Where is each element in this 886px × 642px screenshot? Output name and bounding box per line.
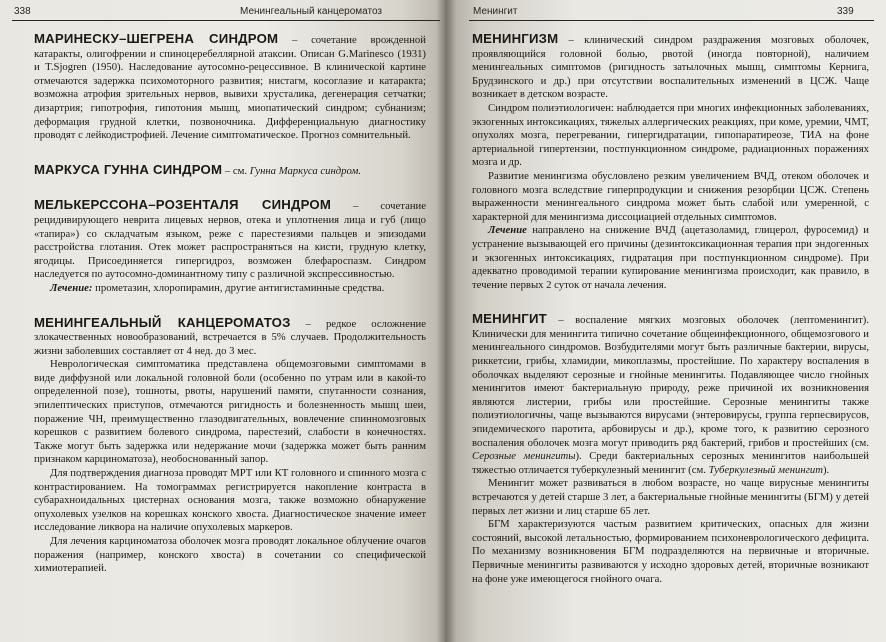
paragraph: Для подтверждения диагноза проводят МРТ или КТ головного и спинного мозга с контрастированием. На томограммах регистрируется накопление контраста в субарахноидальных цистернах основания мозга, также возможно обнаружение опухолевых узелков на корешках конского хвоста. Диагностическое значение имеет исследование ликвора на наличие опухолевых маркеров. [34, 467, 426, 534]
paragraph: Менингит может развиваться в любом возрасте, но чаще вирусные менингиты встречаются у детей старше 3 лет, а бактериальные гнойные менингиты (БГМ) у детей первых лет жизни и лиц старше 65 лет. [472, 477, 869, 517]
paragraph: Неврологическая симптоматика представлена общемозговыми симптомами в виде диффузной или локальной головной боли (особенно по утрам или в какой-то определенной позе), тошноты, рвоты, нарушений памяти, спутанности сознания, эпилептических приступов, отмечаются ригидность и болезненность мышц шеи, поражение ЧН, преимущественно глазодвигательных, вовлечение спинномозговых корешков с развитием болевого синдрома, парестезий, слабости в конечностях. Также могут быть задержка или недержание мочи (задержка может быть ранним признаком карциноматоза), необоснованный запор. [34, 358, 426, 466]
treatment-label: Лечение [488, 224, 527, 237]
right-page [445, 0, 886, 642]
entry-melkersson [34, 198, 426, 282]
entry-term: МАРКУСА ГУННА СИНДРОМ [34, 161, 223, 177]
right-page-content [472, 32, 869, 586]
book-spine-shadow [436, 0, 456, 642]
cross-reference: Гунна Маркуса синдром. [249, 164, 361, 177]
entry-text: – сочетание врожденной катаракты, олигофрении и спиноцеребеллярной атаксии. Описан G.Marinesco (1931) и T.Sjogren (1950). Наследование аутосомно-рецессивное. В клинической картине отмечаются задержка психомоторного развития; нистагм, косоглазие и катаракта; возможна атрофия зрительных нервов, вывихи хрусталика, дегенерация сетчатки; дизартрия; гипотрофия, гипотония мышц, миопатический синдром; субнанизм; деформация грудной клетки, позвоночника. Дифференциальную диагностику проводят с лейкодистрофией. Лечение симптоматическое. Прогноз сомнительный. [34, 34, 426, 142]
treatment-text: направлено на снижение ВЧД (ацетазоламид, глицерол, фуросемид) и устранение вызывающей его причины (дезинтоксикационная терапия при эндогенных и экзогенных интоксикациях, гидратация при постпункционном синдроме). При адекватно проводимой терапии купирование менингизма происходит, как правило, в течение первых 2 суток от начала лечения. [472, 224, 869, 291]
entry-term: МЕНИНГИТ [472, 311, 547, 327]
treatment-text: прометазин, хлоропирамин, другие антигистаминные средства. [92, 281, 385, 294]
entry-markus [34, 163, 426, 179]
entry-text: – сочетание рецидивирующего неврита лицевых нервов, отека и уплотнения лица и губ (лицо «тапира») со складчатым языком, реже с парестезиями пальцев и эпизодами расстройства глотания. Отек может распространяться на кисти, грудную клетку, ягодицы. Присоединяется гипергидроз, возможен блефароспазм. Синдром наследуется по аутосомно-доминантному типу с различной экспрессивностью. [34, 200, 426, 281]
left-page-content [34, 32, 426, 576]
entry-text: ). Среди бактериальных серозных менингитов наибольшей тяжестью отличается туберкулезный менингит (см. [472, 450, 869, 476]
entry-carcinomatosis [34, 316, 426, 359]
paragraph: Синдром полиэтиологичен: наблюдается при многих инфекционных заболеваниях, экзогенных интоксикациях, тяжелых аллергических реакциях, при коме, уремии, ЧМТ, опухолях мозга, перегревании, гипергидратации, гипопаратиреозе, ТИА на фоне артериальной гипертензии, постпункционном синдроме, радиационных поражениях мозга и др. [472, 101, 869, 169]
entry-treatment [472, 224, 869, 292]
paragraph: БГМ характеризуются частым развитием критических, опасных для жизни состояний, высокой летальностью, формированием психоневрологического дефицита. По механизму возникновения БГМ подразделяются на первичные и вторичные. Первичные менингиты развиваются у исходно здоровых детей, вторичные возникают на фоне уже имеющегося гнойного очага. [472, 518, 869, 585]
entry-meningism [472, 32, 869, 102]
entry-text: – воспаление мягких мозговых оболочек (лептоменингит). Клинически для менингита типично сочетание общеинфекционного, общемозгового и менингеального синдромов. Возбудителями могут быть различные бактерии, вирусы, риккетсии, грибы, хламидии, микоплазмы, простейшие. По характеру воспаления в оболочках выделяют серозные и гнойные менингиты. Подавляющее число гнойных менингитов имеют бактериальную природу, реже причиной их возникновения являются листерии, грибы или простейшие. Серозные менингиты также полиэтиологичны, чаще вызываются вирусами (энтеровирусы, группа герпесвирусов, эпидемического паротита, арбовирусы и др.), кроме того, к развитию серозного воспаления оболочек мозга могут приводить ряд бактерий, грибов и простейших (см. [472, 314, 869, 449]
entry-text: ). [822, 463, 830, 476]
paragraph: Развитие менингизма обусловлено резким увеличением ВЧД, отеком оболочек и головного мозга вследствие гиперпродукции и снижения резорбции ЦСЖ. Степень выраженности менингеального синдрома может быть слабой или умеренной, с характерной для менингизма диссоциацией отдельных симптомов. [472, 169, 869, 223]
entry-term: МЕНИНГЕАЛЬНЫЙ КАНЦЕРОМАТОЗ [34, 314, 291, 330]
treatment-label: Лечение: [50, 281, 93, 294]
paragraph: Для лечения карциноматоза оболочек мозга проводят локальное облучение очагов поражения (например, конского хвоста) в сочетании со специфической химиотерапией. [34, 535, 426, 575]
header-rule-right [469, 20, 874, 21]
entry-marinesco [34, 32, 426, 143]
entry-term: МЕЛЬКЕРССОНА–РОЗЕНТАЛЯ СИНДРОМ [34, 197, 332, 213]
entry-treatment [34, 282, 426, 296]
entry-term: МЕНИНГИЗМ [472, 31, 559, 46]
page-number-right: 339 [837, 6, 854, 17]
entry-term: МАРИНЕСКУ–ШЕГРЕНА СИНДРОМ [34, 31, 279, 46]
entry-meningitis [472, 312, 869, 477]
cross-reference: Серозные менингиты [472, 450, 576, 463]
entry-text: – клинический синдром раздражения мозговых оболочек, проявляющийся головной болью, рвотой (иногда повторной), наличием менингеальных симптомов (ригидность затылочных мышц, симптомы Кернига, Брудзинского и др.) при отсутствии воспалительных изменений в ЦСЖ. Чаще возникает в детском возрасте. [472, 34, 869, 101]
entry-text: – редкое осложнение злокачественных новообразований, встречается в 5% случаев. Продолжительность жизни заболевших составляет от 4 нед. до 3 мес. [34, 317, 426, 357]
running-head-right: Менингит [473, 6, 518, 17]
entry-text: – см. [222, 164, 250, 177]
running-head-left: Менингеальный канцероматоз [240, 6, 383, 17]
page-number-left: 338 [14, 6, 31, 17]
cross-reference: Туберкулезный менингит [708, 463, 823, 476]
header-rule-left [12, 20, 440, 21]
